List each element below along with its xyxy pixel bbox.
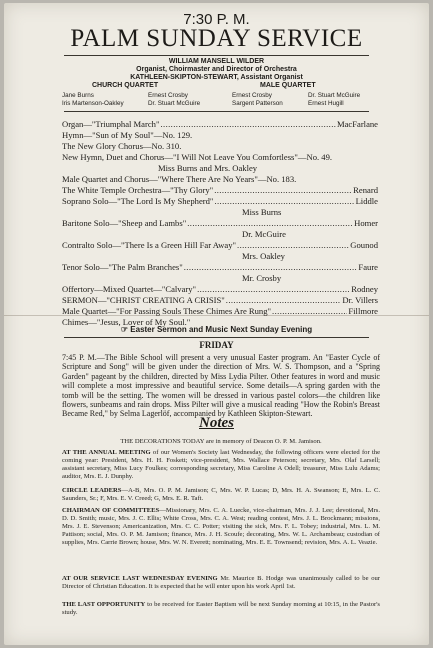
- program-item: New Hymn, Duet and Chorus—"I Will Not Leave You Comfortless"—No. 49.: [62, 152, 333, 162]
- program-item: Chimes—"Jesus, Lover of My Soul.": [62, 317, 191, 327]
- quartet-member: Ernest Hugill: [308, 100, 344, 107]
- quartet-member: Ernest Crosby: [148, 92, 188, 99]
- friday-heading: FRIDAY: [199, 340, 234, 350]
- program-list: [62, 119, 378, 328]
- service-time: 7:30 P. M.: [183, 11, 250, 28]
- quartet-member: Dr. Stuart McGuire: [308, 92, 361, 99]
- program-item: Organ—"Triumphal March" ..... MacFarlane: [62, 119, 378, 130]
- program-performers: Mr. Crosby: [242, 273, 282, 283]
- quartet-member: Dr. Stuart McGuire: [148, 100, 201, 107]
- friday-text: 7:45 P. M.—The Bible School will present a very unusual Easter program. An "Easter Cycle of Scripture and Song" will be given under the direction of Mrs. W. S. Thompson, and a "Spring Garden" pageant by the children, directed by Miss Lydia Pilter. Other features in word and music will complete a most impressive and beautiful service. Some details—A spring garden with the tomb will be the setting. The women will be dressed in various pastel colors—the children like flowers, sunbeams and rain drops. Miss Pilter will give a musical reading "How the Robin's Breast Became Red," by Selma Lagerlöf, accompanied by Kathleen Skipton-Stewart.: [62, 353, 380, 419]
- program-item: Hymn—"Sun of My Soul"—No. 129.: [62, 130, 193, 140]
- program-performers: Miss Burns and Mrs. Oakley: [158, 163, 258, 173]
- church-quartet-label: CHURCH QUARTET: [92, 82, 159, 89]
- quartet-member: Sargent Patterson: [232, 100, 283, 107]
- program-item: The New Glory Chorus—No. 310.: [62, 141, 182, 151]
- page-title: PALM SUNDAY SERVICE: [70, 25, 363, 52]
- program-performers: Miss Burns: [242, 207, 282, 217]
- pointing-hand-icon: ☞: [120, 325, 131, 334]
- male-quartet-label: MALE QUARTET: [260, 82, 316, 89]
- easter-announcement: ☞ Easter Sermon and Music Next Sunday Evening: [120, 325, 313, 334]
- program-item: Offertory—Mixed Quartet—"Calvary" ..... Rodney: [62, 284, 378, 295]
- divider: [64, 111, 369, 112]
- note-wednesday-service: AT OUR SERVICE LAST WEDNESDAY EVENING Mr. Maurice B. Hodge was unanimously called to be our Director of Christian Education. It is expected that he will enter upon his work April 1st.: [62, 575, 381, 590]
- quartet-member: Iris Martenson-Oakley: [62, 100, 124, 107]
- program-item: Male Quartet—"For Passing Souls These Chimes Are Rung" ..... Fillmore: [62, 306, 378, 317]
- organist-name: WILLIAM MANSELL WILDER: [168, 58, 265, 65]
- program-item: Tenor Solo—"The Palm Branches" ..... Faure: [62, 262, 378, 273]
- note-circle-leaders: CIRCLE LEADERS—A-B, Mrs. O. P. M. Jamison; C, Mrs. W. P. Lucas; D, Mrs. H. A. Swanson; E, Mrs. L. C. Saunders, Sr.; F, Mrs. E. V. Creed; G, Mrs. E. R. Taft.: [62, 487, 380, 502]
- note-last-opportunity: THE LAST OPPORTUNITY to be received for Easter Baptism will be next Sunday morning at 10:15, in the Pastor's study.: [62, 601, 380, 616]
- program-performers: Dr. McGuire: [242, 229, 286, 239]
- note-decorations: THE DECORATIONS TODAY are in memory of Deacon O. P. M. Jamison.: [120, 438, 322, 445]
- program-performers: Mrs. Oakley: [242, 251, 285, 261]
- quartet-member: Ernest Crosby: [232, 92, 272, 99]
- divider: [64, 337, 369, 338]
- note-annual-meeting: AT THE ANNUAL MEETING of our Women's Society last Wednesday, the following officers were elected for the coming year: President, Mrs. H. H. Foskett; vice-president, Mrs. Wallace Peterson; secretary, Mrs. Olaf Larsell; assistant secretary, Miss Lucy Foulkes; corresponding secretary, Miss Caroline A Odell; treasurer, Miss Lulu Adams; auditor, Mrs. E. J. Dunphy.: [62, 449, 381, 480]
- program-item: SERMON—"CHRIST CREATING A CRISIS" ..... Dr. Villers: [62, 295, 378, 306]
- note-committees: CHAIRMAN OF COMMITTEES—Missionary, Mrs. C. A. Luecke, vice-chairman, Mrs. J. J. Lee; devotional, Mrs. D. D. Smith; music, Mrs. J. C. Ellis; White Cross, Mrs. C. A. West; reading contest, Mrs. J. L. Brockmann; missions, Mrs. J. E. Stevenson; Americanization, Mrs. C. C. Potter; visiting the sick, Mrs. F. L. Tobey; industrial, Mrs. L. M. Pattison; social, Mrs. O. P. M. Jamison; finance, Mrs. J. H. Scoufe; decorating, Mrs. W. L. Archambeau; custodian of supplies, Mrs. Carrie Brown; house, Mrs. W. N. Everett; nominating, Mrs. E. E. Townsend; revision, Mrs. A. L. Veazie.: [62, 507, 380, 546]
- program-item: The White Temple Orchestra—"Thy Glory" ..... Renard: [62, 185, 378, 196]
- program-item: Contralto Solo—"There Is a Green Hill Far Away" ..... Gounod: [62, 240, 378, 251]
- divider: [64, 55, 369, 56]
- quartet-member: Jane Burns: [62, 92, 94, 99]
- bulletin-page: [4, 3, 429, 645]
- program-item: Male Quartet and Chorus—"Where There Are No Years"—No. 183.: [62, 174, 297, 184]
- program-item: Baritone Solo—"Sheep and Lambs" ..... Homer: [62, 218, 378, 229]
- notes-heading: Notes: [199, 415, 234, 431]
- program-item: Soprano Solo—"The Lord Is My Shepherd" ..... Liddle: [62, 196, 378, 207]
- assistant-organist: KATHLEEN-SKIPTON-STEWART, Assistant Organist: [130, 74, 303, 81]
- organist-role: Organist, Choirmaster and Director of Orchestra: [136, 66, 297, 73]
